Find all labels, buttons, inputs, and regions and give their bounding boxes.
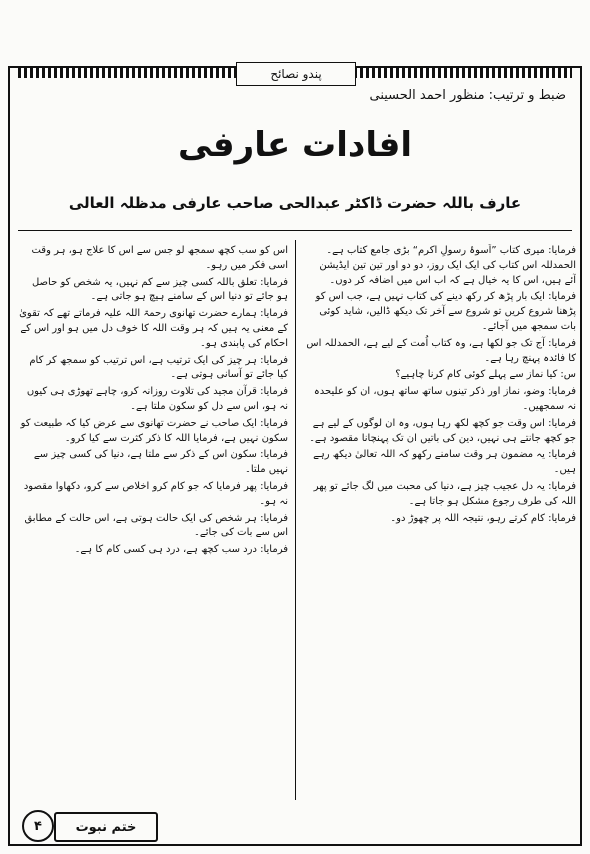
paragraph: فرمایا: آج تک جو لکھا ہے، وہ کتاب اُمت کے لیے ہے، الحمدللہ اس کا فائدہ پہنچ رہا ہے۔ <box>306 337 576 364</box>
paragraph: فرمایا: ہر چیز کی ایک ترتیب ہے، اس ترتیب کو سمجھ کر کام کیا جائے تو آسانی ہوتی ہے۔ <box>29 354 288 381</box>
paragraph: فرمایا: وضو، نماز اور ذکر تینوں ساتھ ساتھ ہوں، ان کو علیحدہ نہ سمجھیں۔ <box>313 386 576 412</box>
paragraph: فرمایا: سکون اس کے ذکر سے ملتا ہے، دنیا کی کسی چیز سے نہیں ملتا۔ <box>33 449 288 476</box>
footer <box>8 800 582 846</box>
paragraph: فرمایا: ایک بار پڑھ کر رکھ دینے کی کتاب نہیں ہے، جب اس کو پڑھنا شروع کریں تو شروع سے آخر تک دیکھ ڈالیں، شاید کوئی بات سمجھ میں آجائے۔ <box>315 291 576 332</box>
article-byline: عارف باللہ حضرت ڈاکٹر عبدالحی صاحب عارفی مدظلہ العالی <box>68 194 522 212</box>
right-column <box>306 244 576 800</box>
article-title: افادات عارفی <box>177 125 412 165</box>
divider <box>18 230 572 231</box>
paragraph: فرمایا: قرآن مجید کی تلاوت روزانہ کرو، چاہے تھوڑی ہی کیوں نہ ہو، اس سے دل کو سکون ملتا ہے۔ <box>26 386 288 412</box>
paragraph: فرمایا: کام کرتے رہو، نتیجہ اللہ پر چھوڑ دو۔ <box>390 512 576 524</box>
section-label-text: پندو نصائح <box>270 67 322 81</box>
paragraph: فرمایا: یہ مضمون ہر وقت سامنے رکھو کہ اللہ تعالیٰ دیکھ رہے ہیں۔ <box>313 449 576 476</box>
section-label <box>236 62 356 86</box>
column-separator <box>295 240 296 800</box>
paragraph: فرمایا: میری کتاب ”اُسوۂ رسولِ اکرم“ بڑی جامع کتاب ہے۔ الحمدللہ اس کتاب کی ایک ایک روز، دو دو اور تین تین ایڈیشن آئے ہیں، اس کا یہ خیال ہے کہ اب اس میں اضافہ کر دوں۔ <box>319 245 576 286</box>
compiler-credit: ضبط و ترتیب: منظور احمد الحسینی <box>369 88 566 103</box>
page-number: ۴ <box>22 810 54 842</box>
left-column <box>18 244 288 800</box>
paragraph: فرمایا: درد سب کچھ ہے، درد ہی کسی کام کا ہے۔ <box>74 544 288 556</box>
paragraph: فرمایا: ایک صاحب نے حضرت تھانوی سے عرض کیا کہ طبیعت کو سکون نہیں ہے، فرمایا اللہ کا ذکر کثرت سے کیا کرو۔ <box>20 417 288 444</box>
paragraph: س: کیا نماز سے پہلے کوئی کام کرنا چاہیے؟ <box>395 369 576 381</box>
paragraph: فرمایا: ہمارے حضرت تھانوی رحمۃ اللہ علیہ فرماتے تھے کہ تقویٰ کے معنی یہ ہیں کہ ہر وقت اللہ کا خوف دل میں ہو اور اس کے احکام کی پابندی ہو۔ <box>19 308 288 349</box>
paragraph: فرمایا: پھر فرمایا کہ جو کام کرو اخلاص سے کرو، دکھاوا مقصود نہ ہو۔ <box>23 480 288 507</box>
magazine-badge: ختم نبوت <box>54 812 158 842</box>
paragraph: اس کو سب کچھ سمجھ لو جس سے اس کا علاج ہو، ہر وقت اسی فکر میں رہو۔ <box>31 245 288 271</box>
paragraph: فرمایا: ہر شخص کی ایک حالت ہوتی ہے، اس حالت کے مطابق اس سے بات کی جائے۔ <box>24 512 288 539</box>
paragraph: فرمایا: اس وقت جو کچھ لکھ رہا ہوں، وہ ان لوگوں کے لیے ہے جو کچھ جانتے ہی نہیں، دین کی باتیں ان تک پہنچانا مقصود ہے۔ <box>309 417 576 444</box>
paragraph: فرمایا: تعلق باللہ کسی چیز سے کم نہیں، یہ شخص کو حاصل ہو جائے تو دنیا اس کے سامنے ہیچ ہو جاتی ہے۔ <box>31 276 288 303</box>
paragraph: فرمایا: یہ دل عجیب چیز ہے، دنیا کی محبت میں لگ جائے تو پھر اللہ کی طرف رجوع مشکل ہو جاتا ہے۔ <box>313 480 576 507</box>
